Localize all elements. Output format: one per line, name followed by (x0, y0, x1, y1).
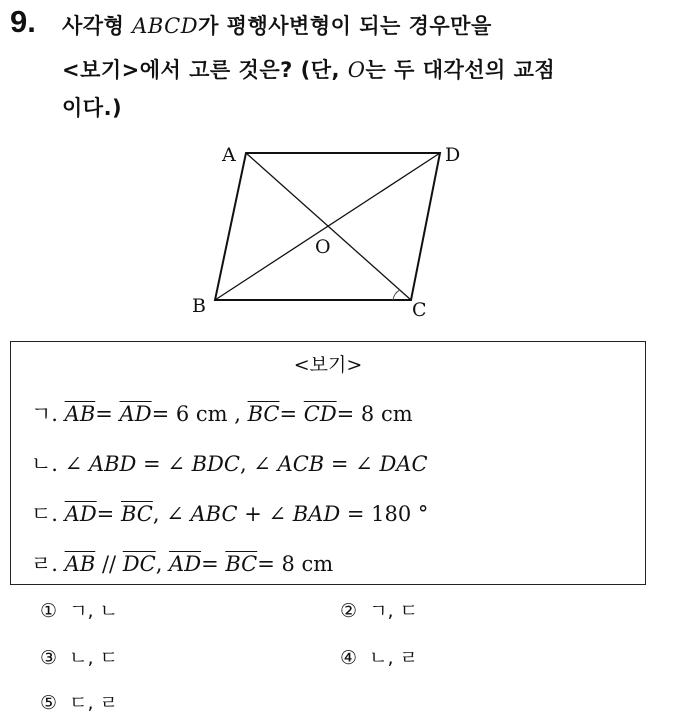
question-number: 9. (10, 4, 36, 39)
segment-ad-3: $\overline{AD}$ (64, 502, 97, 526)
choice-4-num: ④ (340, 647, 358, 669)
c4-val: = 8 cm (257, 552, 334, 576)
c4-parallel: // (95, 552, 123, 576)
choice-3-num: ③ (40, 647, 58, 669)
choice-4[interactable] (340, 643, 418, 670)
c3-val: = 180 ° (340, 502, 429, 526)
choice-2-text: ㄱ, ㄷ (369, 600, 418, 622)
choice-5[interactable] (40, 688, 118, 715)
segment-ab-4: $\overline{AB}$ (64, 552, 96, 576)
c1-eq1: = (95, 402, 120, 426)
c1-eq2: = (279, 402, 304, 426)
parallelogram-figure (180, 130, 470, 330)
choice-3-text: ㄴ, ㄷ (69, 647, 118, 669)
quad-name: ABCD (132, 14, 199, 38)
label-b: B (192, 295, 206, 317)
c3-plus: + ∠ (237, 502, 293, 526)
choice-1[interactable] (40, 596, 118, 623)
example-box (10, 341, 646, 585)
question-text-line-2 (62, 54, 555, 84)
segment-dc-4: $\overline{DC}$ (122, 552, 156, 576)
question-text-line-1 (62, 10, 492, 40)
angle-bad: BAD (292, 502, 341, 526)
choice-1-text: ㄱ, ㄴ (69, 600, 118, 622)
c1-val2: = 8 cm (336, 402, 413, 426)
example-box-title: <보기> (293, 354, 363, 376)
choice-2[interactable] (340, 596, 418, 623)
question-text-1a: 사각형 (62, 14, 133, 38)
c2-eq2: = ∠ (324, 452, 380, 476)
label-o: O (315, 236, 331, 258)
segment-ad: $\overline{AD}$ (119, 402, 152, 426)
label-d: D (445, 144, 461, 166)
condition-4 (31, 548, 333, 578)
question-text-line-3: 이다.) (62, 96, 123, 120)
c2-eq1: = ∠ (136, 452, 192, 476)
angle-abc: ABC (190, 502, 238, 526)
angle-dac: DAC (379, 452, 428, 476)
condition-1-mark: ㄱ. (31, 402, 58, 426)
angle-acb: ACB (277, 452, 325, 476)
condition-2-mark: ㄴ. (31, 452, 58, 476)
c4-sep: , (155, 552, 170, 576)
choice-4-text: ㄴ, ㄹ (369, 647, 418, 669)
c3-sep: , ∠ (152, 502, 191, 526)
segment-bc: $\overline{BC}$ (247, 402, 280, 426)
point-o-italic: O (347, 58, 366, 82)
angle-mark-c (393, 290, 400, 300)
c2-sep: , ∠ (239, 452, 278, 476)
angle-bdc: BDC (191, 452, 240, 476)
segment-bc-4: $\overline{BC}$ (225, 552, 258, 576)
choice-1-num: ① (40, 600, 58, 622)
segment-bc-3: $\overline{BC}$ (120, 502, 153, 526)
c1-val1: = 6 cm , (151, 402, 248, 426)
segment-cd: $\overline{CD}$ (303, 402, 337, 426)
condition-3-mark: ㄷ. (31, 502, 58, 526)
diagonal-bd (215, 153, 440, 300)
question-text-1c: 가 평행사변형이 되는 경우만을 (198, 14, 492, 38)
segment-ab: $\overline{AB}$ (64, 402, 96, 426)
c3-eq1: = (96, 502, 121, 526)
angle-abd: ABD (88, 452, 137, 476)
condition-1 (31, 398, 413, 428)
choice-2-num: ② (340, 600, 358, 622)
angle-symbol-1: ∠ (64, 452, 89, 476)
condition-4-mark: ㄹ. (31, 552, 58, 576)
c4-eq1: = (201, 552, 226, 576)
segment-ad-4: $\overline{AD}$ (169, 552, 202, 576)
label-c: C (412, 299, 427, 321)
condition-3 (31, 498, 428, 528)
choice-3[interactable] (40, 643, 118, 670)
choice-5-num: ⑤ (40, 692, 58, 714)
choice-5-text: ㄷ, ㄹ (69, 692, 118, 714)
condition-2 (31, 448, 428, 478)
label-a: A (222, 144, 236, 166)
question-text-2a: <보기>에서 고른 것은? (단, (62, 58, 348, 82)
question-text-2c: 는 두 대각선의 교점 (365, 58, 556, 82)
